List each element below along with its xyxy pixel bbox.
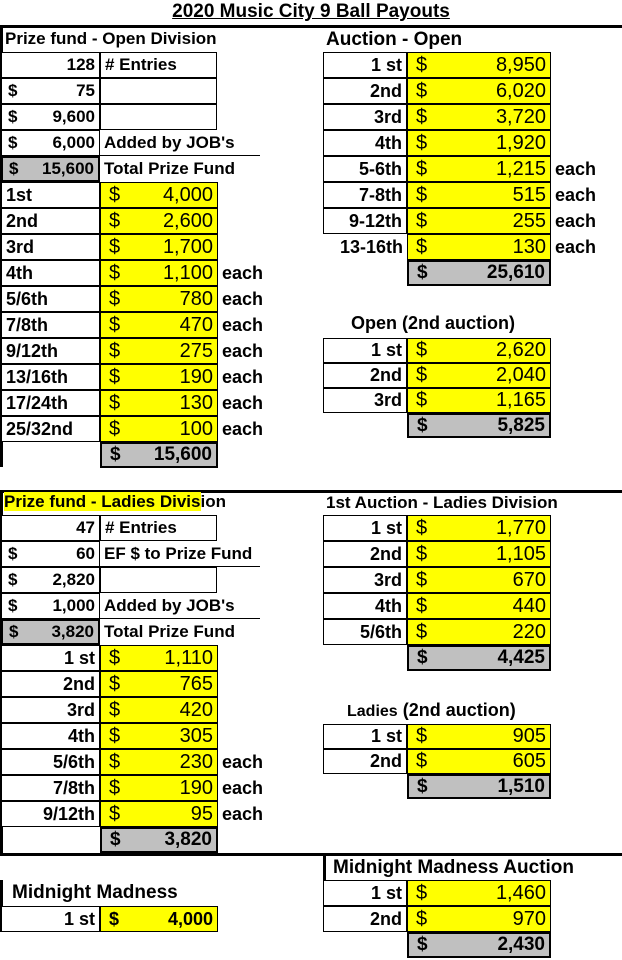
currency-symbol: $ <box>109 802 121 825</box>
currency-symbol: $ <box>8 107 18 126</box>
total-amount <box>407 260 551 286</box>
currency-symbol: $ <box>8 570 18 589</box>
info-value-cell <box>1 541 100 567</box>
place-label: 1 st <box>323 52 407 78</box>
info-value-cell <box>1 156 100 182</box>
payout-amount <box>100 645 218 671</box>
amount-value: 305 <box>179 724 213 747</box>
payout-amount <box>100 234 218 260</box>
each-label: each <box>555 236 597 257</box>
amount-value: 970 <box>512 907 546 930</box>
amount-value: 440 <box>512 594 546 617</box>
each-label: each <box>222 314 264 335</box>
amount-value: 1,460 <box>495 881 546 904</box>
info-value-cell <box>1 52 100 78</box>
amount-value: 4,000 <box>167 908 213 929</box>
currency-symbol: $ <box>109 776 121 799</box>
midnight-madness-auction-header: Midnight Madness Auction <box>333 857 575 878</box>
place-label: 1 st <box>1 645 100 671</box>
place-label: 1 st <box>323 515 407 541</box>
ladies-first-auction-header: 1st Auction - Ladies Division <box>326 493 558 512</box>
ladies-division-header-highlight: Prize fund - Ladies Divis <box>4 492 201 511</box>
currency-symbol: $ <box>109 339 121 362</box>
payout-amount <box>100 671 218 697</box>
currency-symbol: $ <box>109 908 120 929</box>
payout-amount <box>407 234 551 260</box>
info-value-cell <box>1 567 100 593</box>
each-label: each <box>222 803 264 824</box>
payout-amount <box>407 208 551 234</box>
payout-amount <box>407 567 551 593</box>
payout-amount <box>407 724 551 749</box>
place-label: 9-12th <box>323 208 407 234</box>
open-second-auction-header: Open (2nd auction) <box>351 313 515 333</box>
amount-value: 5,825 <box>497 414 545 436</box>
place-label: 2nd <box>323 749 407 774</box>
currency-symbol: $ <box>417 262 428 283</box>
each-label: each <box>222 392 264 413</box>
amount-value: 130 <box>512 235 546 258</box>
divider-bottom <box>0 853 622 856</box>
payout-amount <box>407 880 551 906</box>
currency-symbol: $ <box>109 646 121 669</box>
amount-value: 605 <box>512 750 546 772</box>
info-label <box>100 567 217 593</box>
total-amount <box>407 932 551 958</box>
info-label: EF $ to Prize Fund <box>100 541 260 567</box>
total-amount <box>407 645 551 671</box>
auction-open-header: Auction - Open <box>326 29 463 50</box>
place-label: 3rd <box>323 388 407 413</box>
payout-amount <box>407 906 551 932</box>
info-value-cell <box>1 619 100 645</box>
currency-symbol: $ <box>416 183 428 206</box>
info-value: 6,000 <box>52 133 95 152</box>
currency-symbol: $ <box>416 750 428 772</box>
payout-amount <box>407 182 551 208</box>
info-value: 60 <box>76 544 95 563</box>
ladies-second-auction-header-rest: (2nd auction) <box>402 700 516 720</box>
amount-value: 6,020 <box>495 79 546 102</box>
info-value: 3,820 <box>51 622 94 641</box>
currency-symbol: $ <box>416 235 428 258</box>
amount-value: 1,510 <box>497 775 545 797</box>
each-label: each <box>222 366 264 387</box>
place-label: 4th <box>1 723 100 749</box>
amount-value: 95 <box>190 802 213 825</box>
info-value: 15,600 <box>42 159 94 178</box>
midnight-madness-header: Midnight Madness <box>12 882 178 903</box>
place-label: 5/6th <box>1 749 100 775</box>
info-label: Added by JOB's <box>100 593 260 619</box>
info-label: Total Prize Fund <box>104 159 235 178</box>
payout-amount <box>407 515 551 541</box>
info-value: 1,000 <box>52 596 95 615</box>
currency-symbol: $ <box>416 907 428 930</box>
currency-symbol: $ <box>417 414 428 436</box>
info-value: 47 <box>76 518 95 537</box>
amount-value: 8,950 <box>495 53 546 76</box>
each-label: each <box>222 288 264 309</box>
total-amount <box>100 442 218 468</box>
ladies-division-header-rest: ion <box>200 492 226 511</box>
info-value: 75 <box>76 81 95 100</box>
amount-value: 1,215 <box>495 157 546 180</box>
currency-symbol: $ <box>109 750 121 773</box>
place-label: 2nd <box>1 671 100 697</box>
amount-value: 100 <box>179 417 213 440</box>
place-label: 5/6th <box>323 619 407 645</box>
info-label: # Entries <box>100 515 217 541</box>
currency-symbol: $ <box>110 829 121 850</box>
currency-symbol: $ <box>416 53 428 76</box>
payout-amount <box>407 130 551 156</box>
place-label: 9/12th <box>1 801 100 827</box>
payout-amount <box>407 388 551 413</box>
amount-value: 3,720 <box>495 105 546 128</box>
amount-value: 275 <box>179 339 213 362</box>
place-label: 13-16th <box>339 236 403 257</box>
currency-symbol: $ <box>417 775 428 797</box>
currency-symbol: $ <box>8 544 18 563</box>
payout-amount <box>100 697 218 723</box>
place-label: 5-6th <box>323 156 407 182</box>
place-label: 1 st <box>323 338 407 363</box>
amount-value: 2,430 <box>497 934 545 955</box>
currency-symbol: $ <box>109 672 121 695</box>
currency-symbol: $ <box>109 417 121 440</box>
info-value-cell <box>1 593 100 619</box>
payout-amount <box>100 906 218 932</box>
payout-amount <box>407 749 551 774</box>
currency-symbol: $ <box>416 594 428 617</box>
amount-value: 1,165 <box>495 389 546 411</box>
total-amount <box>407 774 551 799</box>
each-label: each <box>222 418 264 439</box>
currency-symbol: $ <box>109 365 121 388</box>
total-amount <box>407 413 551 438</box>
place-label: 2nd <box>1 208 100 234</box>
currency-symbol: $ <box>416 620 428 643</box>
place-label: 1 st <box>323 880 407 906</box>
payout-amount <box>100 416 218 442</box>
currency-symbol: $ <box>416 725 428 747</box>
currency-symbol: $ <box>110 444 121 465</box>
open-division-header: Prize fund - Open Division <box>5 29 217 48</box>
amount-value: 3,820 <box>164 829 212 850</box>
info-value: 9,600 <box>52 107 95 126</box>
place-label: 7-8th <box>323 182 407 208</box>
place-label: 7/8th <box>1 775 100 801</box>
payout-amount <box>407 52 551 78</box>
each-label: each <box>555 184 597 205</box>
place-label: 3rd <box>1 697 100 723</box>
ladies-second-auction-header <box>347 700 516 721</box>
place-label: 2nd <box>323 363 407 388</box>
payout-amount <box>100 749 218 775</box>
place-label: 3rd <box>323 104 407 130</box>
amount-value: 470 <box>179 313 213 336</box>
currency-symbol: $ <box>8 133 18 152</box>
info-value-cell <box>1 130 100 156</box>
payout-amount <box>407 593 551 619</box>
info-label: Added by JOB's <box>100 130 260 156</box>
amount-value: 1,770 <box>495 516 546 539</box>
place-label: 7/8th <box>1 312 100 338</box>
currency-symbol: $ <box>8 596 18 615</box>
currency-symbol: $ <box>109 313 121 336</box>
payout-amount <box>407 541 551 567</box>
amount-value: 4,425 <box>497 647 545 668</box>
info-label <box>100 78 217 104</box>
amount-value: 1,110 <box>164 646 213 669</box>
place-label: 17/24th <box>1 390 100 416</box>
amount-value: 190 <box>179 776 213 799</box>
payout-amount <box>100 390 218 416</box>
payout-amount <box>100 208 218 234</box>
each-label: each <box>555 210 597 231</box>
place-label: 25/32nd <box>1 416 100 442</box>
amount-value: 765 <box>179 672 213 695</box>
currency-symbol: $ <box>416 131 428 154</box>
amount-value: 515 <box>512 183 546 206</box>
currency-symbol: $ <box>416 516 428 539</box>
amount-value: 2,620 <box>495 339 546 361</box>
currency-symbol: $ <box>109 261 121 284</box>
currency-symbol: $ <box>109 724 121 747</box>
payout-amount <box>407 363 551 388</box>
currency-symbol: $ <box>9 159 19 178</box>
ladies-second-auction-header-small: Ladies <box>347 703 398 720</box>
place-label: 4th <box>323 130 407 156</box>
amount-value: 1,100 <box>162 261 213 284</box>
currency-symbol: $ <box>416 568 428 591</box>
each-label: each <box>555 158 597 179</box>
currency-symbol: $ <box>8 81 18 100</box>
amount-value: 1,700 <box>162 235 213 258</box>
info-value-cell <box>1 104 100 130</box>
amount-value: 220 <box>512 620 546 643</box>
currency-symbol: $ <box>417 934 428 955</box>
info-value: 128 <box>66 55 95 74</box>
divider-top <box>0 25 622 28</box>
info-value-cell <box>1 515 100 541</box>
amount-value: 25,610 <box>486 262 545 283</box>
currency-symbol: $ <box>417 647 428 668</box>
payout-amount <box>100 775 218 801</box>
payout-amount <box>407 338 551 363</box>
currency-symbol: $ <box>109 698 121 721</box>
currency-symbol: $ <box>416 339 428 361</box>
amount-value: 2,600 <box>162 209 213 232</box>
place-label: 1 st <box>1 906 100 932</box>
total-amount <box>100 827 218 853</box>
amount-value: 1,920 <box>495 131 546 154</box>
payout-amount <box>100 801 218 827</box>
amount-value: 15,600 <box>153 444 212 465</box>
info-value-cell <box>1 78 100 104</box>
payout-amount <box>100 723 218 749</box>
page-title: 2020 Music City 9 Ball Payouts <box>172 1 450 22</box>
place-label: 2nd <box>323 541 407 567</box>
currency-symbol: $ <box>109 209 121 232</box>
place-label: 3rd <box>1 234 100 260</box>
currency-symbol: $ <box>416 364 428 386</box>
amount-value: 1,105 <box>495 542 546 565</box>
info-label: Total Prize Fund <box>104 622 235 641</box>
place-label: 13/16th <box>1 364 100 390</box>
amount-value: 780 <box>179 287 213 310</box>
place-label: 4th <box>1 260 100 286</box>
info-label <box>100 104 217 130</box>
amount-value: 4,000 <box>162 183 213 206</box>
amount-value: 230 <box>179 750 213 773</box>
amount-value: 190 <box>179 365 213 388</box>
currency-symbol: $ <box>416 881 428 904</box>
amount-value: 670 <box>512 568 546 591</box>
amount-value: 420 <box>179 698 213 721</box>
currency-symbol: $ <box>416 79 428 102</box>
place-label: 9/12th <box>1 338 100 364</box>
place-label: 5/6th <box>1 286 100 312</box>
payout-amount <box>100 364 218 390</box>
place-label: 2nd <box>323 78 407 104</box>
payout-amount <box>407 156 551 182</box>
currency-symbol: $ <box>9 622 19 641</box>
payout-amount <box>100 182 218 208</box>
amount-value: 2,040 <box>495 364 546 386</box>
place-label: 4th <box>323 593 407 619</box>
currency-symbol: $ <box>416 542 428 565</box>
amount-value: 130 <box>179 391 213 414</box>
amount-value: 255 <box>512 209 546 232</box>
info-label: # Entries <box>100 52 217 78</box>
payout-amount <box>407 104 551 130</box>
payout-amount <box>100 260 218 286</box>
each-label: each <box>222 340 264 361</box>
ladies-division-header <box>4 492 226 512</box>
payout-amount <box>407 78 551 104</box>
currency-symbol: $ <box>416 209 428 232</box>
each-label: each <box>222 777 264 798</box>
currency-symbol: $ <box>109 391 121 414</box>
payout-amount <box>100 338 218 364</box>
place-label: 3rd <box>323 567 407 593</box>
each-label: each <box>222 262 264 283</box>
each-label: each <box>222 751 264 772</box>
currency-symbol: $ <box>416 157 428 180</box>
info-value: 2,820 <box>52 570 95 589</box>
currency-symbol: $ <box>109 183 121 206</box>
payout-amount <box>100 286 218 312</box>
payout-amount <box>100 312 218 338</box>
place-label: 2nd <box>323 906 407 932</box>
place-label: 1 st <box>323 724 407 749</box>
place-label: 1st <box>1 182 100 208</box>
amount-value: 905 <box>512 725 546 747</box>
currency-symbol: $ <box>109 287 121 310</box>
currency-symbol: $ <box>416 105 428 128</box>
currency-symbol: $ <box>109 235 121 258</box>
payout-amount <box>407 619 551 645</box>
currency-symbol: $ <box>416 389 428 411</box>
